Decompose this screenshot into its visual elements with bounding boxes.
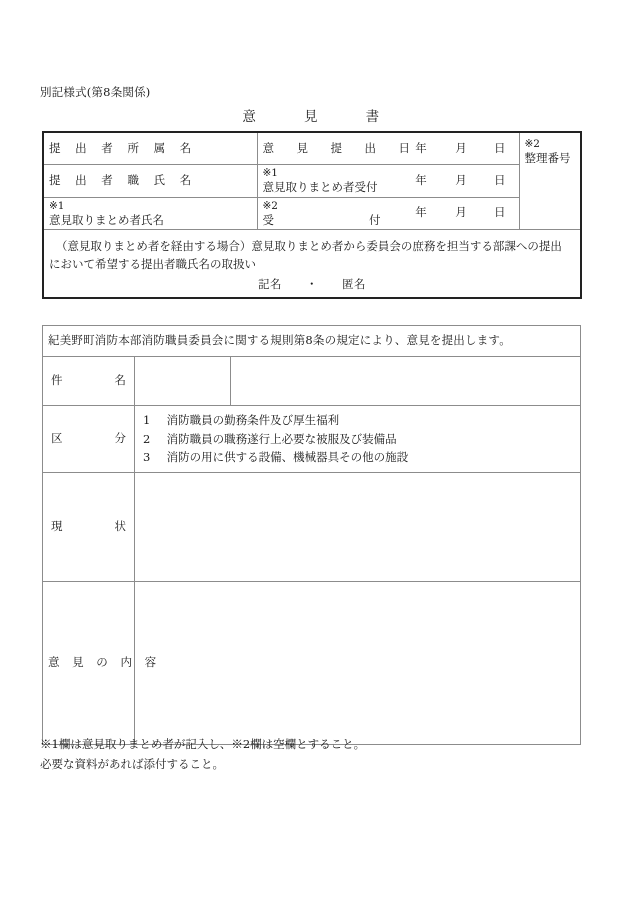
office-month-label: 月 <box>441 197 481 230</box>
aggregator-name-cell <box>43 197 257 230</box>
current-status-label <box>43 473 135 582</box>
choice-anonymous-option[interactable]: 匿名 <box>342 277 366 292</box>
aggregator-year-label: 年 <box>401 165 441 198</box>
table-row <box>43 230 581 299</box>
aggregator-name-mark: ※1 <box>49 199 65 212</box>
category-item-number: 3 <box>143 450 151 465</box>
title-char-2: 見 <box>304 109 318 125</box>
choice-signed-option[interactable]: 記名 <box>258 277 282 292</box>
current-status-label-inner <box>48 519 129 535</box>
subject-label <box>43 357 135 406</box>
current-status-field[interactable] <box>135 473 581 582</box>
notice-line-2: において希望する提出者職氏名の取扱い <box>49 256 256 271</box>
table-row <box>43 132 581 165</box>
subject-label-char-a: 件 <box>51 373 63 388</box>
notice-line-1: （意見取りまとめ者を経由する場合）意見取りまとめ者から委員会の庶務を担当する部課への提出 <box>55 238 562 253</box>
office-receipt-mark: ※2 <box>262 199 278 212</box>
subject-field-left[interactable] <box>135 357 231 406</box>
reference-number-label: 整理番号 <box>524 151 571 166</box>
submission-month-label: 月 <box>441 132 481 165</box>
list-item[interactable] <box>143 411 575 430</box>
subject-label-char-b: 名 <box>114 373 126 388</box>
category-item-text: 消防職員の勤務条件及び厚生福利 <box>166 413 340 428</box>
category-label-char-b: 分 <box>114 431 126 446</box>
category-label-inner <box>48 431 129 447</box>
category-label-char-a: 区 <box>51 431 63 446</box>
aggregator-day-label: 日 <box>481 165 519 198</box>
category-item-text: 消防の用に供する設備、機械器具その他の施設 <box>166 450 409 465</box>
aggregator-receipt-cell <box>257 165 401 198</box>
reference-mark: ※2 <box>524 138 540 150</box>
category-label <box>43 406 135 473</box>
category-item-number: 2 <box>143 431 151 446</box>
submission-day-label: 日 <box>481 132 519 165</box>
form-number-label: 別記様式(第8条関係) <box>40 85 151 99</box>
table-row <box>43 165 581 198</box>
table-row <box>43 326 581 357</box>
table-row <box>43 357 581 406</box>
reference-number-cell <box>519 132 581 230</box>
opinion-content-label-text: 意 見 の 内 容 <box>48 655 161 670</box>
aggregator-name-label: 意見取りまとめ者氏名 <box>49 212 164 227</box>
aggregator-month-label: 月 <box>441 165 481 198</box>
table-row <box>43 197 581 230</box>
opinion-content-field[interactable] <box>135 582 581 745</box>
footnotes <box>40 734 365 774</box>
table-row <box>43 582 581 745</box>
office-receipt-cell <box>257 197 401 230</box>
opinion-content-table <box>42 325 581 745</box>
choice-separator: ・ <box>306 277 318 292</box>
title-char-1: 意 <box>242 109 257 125</box>
table-row <box>43 473 581 582</box>
aggregator-receipt-label: 意見取りまとめ者受付 <box>262 180 378 195</box>
submitter-name-label: 提 出 者 職 氏 名 <box>43 165 257 198</box>
opinion-content-label <box>43 582 161 745</box>
category-options-list <box>135 406 581 473</box>
office-day-label: 日 <box>481 197 519 230</box>
office-receipt-label-b: 付 <box>369 212 381 227</box>
footnote-line-1: ※1欄は意見取りまとめ者が記入し、※2欄は空欄とすること。 <box>40 737 366 751</box>
category-item-number: 1 <box>143 413 151 428</box>
regulation-intro-text: 紀美野町消防本部消防職員委員会に関する規則第8条の規定により、意見を提出します。 <box>43 326 581 357</box>
aggregator-receipt-mark: ※1 <box>262 167 278 179</box>
current-status-label-char-a: 現 <box>51 519 63 534</box>
submission-year-label: 年 <box>401 132 441 165</box>
submitter-info-table <box>42 131 582 299</box>
list-item[interactable] <box>143 430 575 449</box>
office-receipt-label <box>263 213 381 227</box>
table-row <box>43 406 581 473</box>
footnote-line-2: 必要な資料があれば添付すること。 <box>40 757 224 772</box>
name-handling-notice-cell <box>43 230 581 299</box>
name-disclosure-choice <box>49 276 575 294</box>
page-title <box>42 105 580 125</box>
category-item-text: 消防職員の職務遂行上必要な被服及び装備品 <box>166 431 397 446</box>
opinion-submission-date-label: 意 見 提 出 日 <box>257 132 401 165</box>
list-item[interactable] <box>143 448 575 467</box>
subject-field-right[interactable] <box>231 357 581 406</box>
office-year-label: 年 <box>401 197 441 230</box>
title-char-3: 書 <box>365 109 380 125</box>
submitter-affiliation-label: 提 出 者 所 属 名 <box>43 132 257 165</box>
current-status-label-char-b: 状 <box>114 519 126 534</box>
office-receipt-label-a: 受 <box>262 212 274 227</box>
subject-label-inner <box>48 373 129 389</box>
